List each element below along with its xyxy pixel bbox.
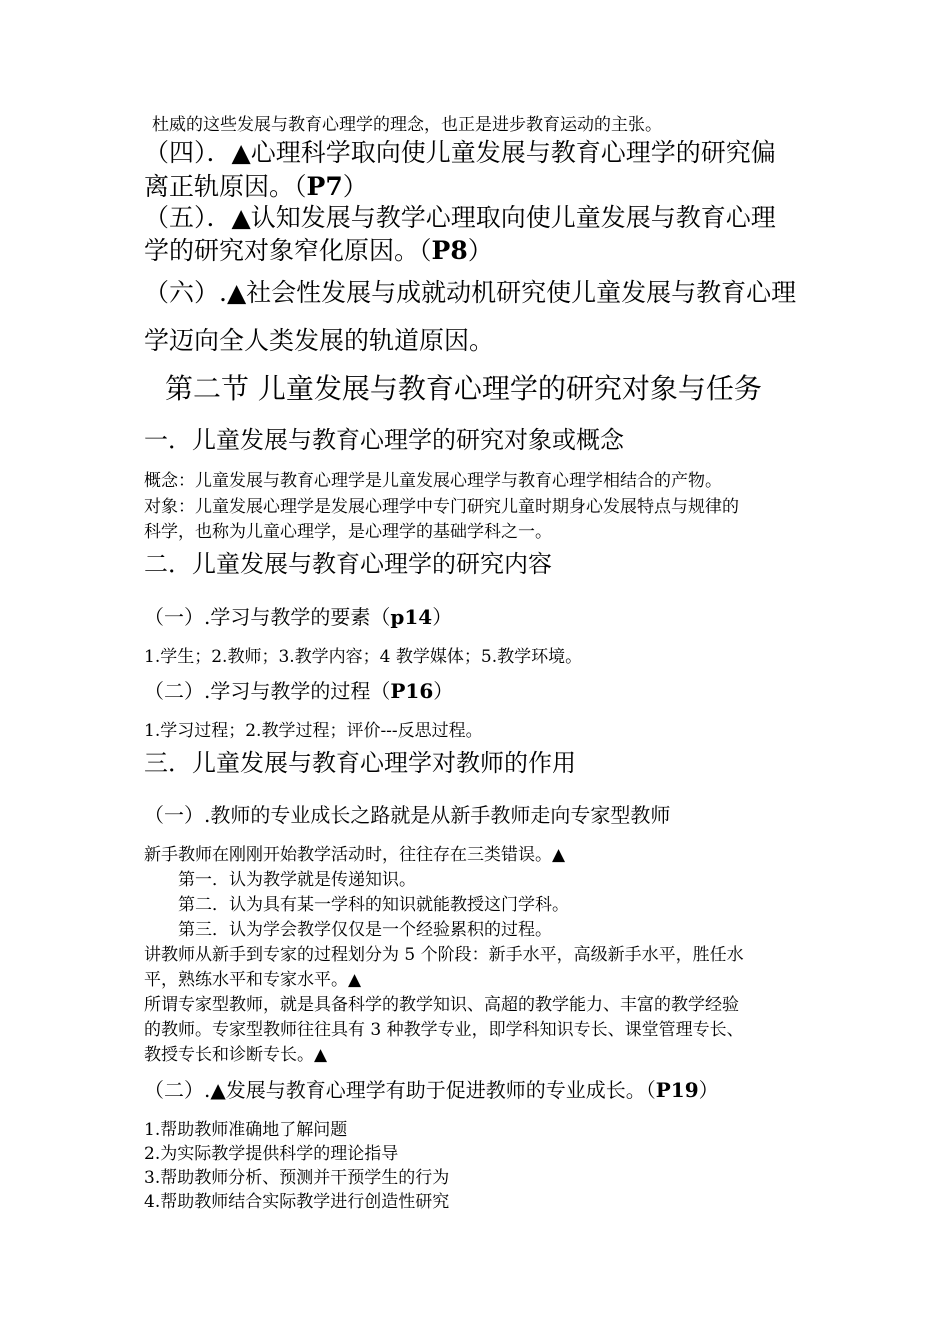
s3-sub2	[144, 1080, 719, 1100]
s2-sub1-page-ref: p14	[390, 605, 433, 629]
s3-item-4: 4.帮助教师结合实际教学进行创造性研究	[144, 1192, 450, 1212]
s3-item-2: 2.为实际教学提供科学的理论指导	[144, 1144, 399, 1164]
s1-heading: 一．儿童发展与教育心理学的研究对象或概念	[144, 426, 624, 454]
s2-sub2-items: 1.学习过程；2.教学过程；评价---反思过程。	[144, 721, 483, 741]
q4-line1: （四）．▲心理科学取向使儿童发展与教育心理学的研究偏	[144, 138, 776, 167]
s2-sub1	[144, 607, 452, 627]
q5-line2-text: 学的研究对象窄化原因。（	[144, 236, 432, 265]
q4-page-ref: P7	[306, 172, 343, 201]
q4-line2-end: ）	[342, 172, 368, 201]
s3-sub2-page-ref: P19	[655, 1078, 699, 1102]
s2-heading: 二．儿童发展与教育心理学的研究内容	[144, 550, 552, 578]
s3-heading: 三．儿童发展与教育心理学对教师的作用	[144, 749, 576, 777]
s3-error-1: 第一．认为教学就是传递知识。	[178, 870, 416, 890]
s2-sub1-text: （一）.学习与教学的要素（	[144, 605, 391, 629]
s3-item-3: 3.帮助教师分析、预测并干预学生的行为	[144, 1168, 450, 1188]
q6-line2: 学迈向全人类发展的轨道原因。	[144, 326, 495, 355]
s3-error-2: 第二．认为具有某一学科的知识就能教授这门学科。	[178, 895, 569, 915]
q5-page-ref: P8	[431, 236, 468, 265]
s2-sub2	[144, 681, 453, 701]
q5-line2-end: ）	[467, 236, 493, 265]
s3-stages-line1: 讲教师从新手到专家的过程划分为 5 个阶段：新手水平，高级新手水平，胜任水	[144, 945, 744, 965]
s1-object-line1: 对象：儿童发展心理学是发展心理学中专门研究儿童时期身心发展特点与规律的	[144, 497, 739, 517]
section-title: 第二节 儿童发展与教育心理学的研究对象与任务	[165, 372, 762, 405]
s3-sub2-end: ）	[698, 1078, 719, 1102]
s3-sub2-text: （二）.▲发展与教育心理学有助于促进教师的专业成长。（	[144, 1078, 656, 1102]
s2-sub2-text: （二）.学习与教学的过程（	[144, 679, 391, 703]
s2-sub2-end: ）	[433, 679, 454, 703]
q5-line1: （五）．▲认知发展与教学心理取向使儿童发展与教育心理	[144, 203, 776, 232]
s1-concept: 概念：儿童发展与教育心理学是儿童发展心理学与教育心理学相结合的产物。	[144, 471, 722, 491]
s3-novice: 新手教师在刚刚开始教学活动时，往往存在三类错误。▲	[144, 845, 566, 865]
intro-line: 杜威的这些发展与教育心理学的理念，也正是进步教育运动的主张。	[152, 115, 662, 135]
s3-stages-line2: 平，熟练水平和专家水平。▲	[144, 970, 362, 990]
s2-sub1-end: ）	[432, 605, 453, 629]
s2-sub1-items: 1.学生；2.教师；3.教学内容；4 教学媒体；5.教学环境。	[144, 647, 583, 667]
s3-item-1: 1.帮助教师准确地了解问题	[144, 1120, 348, 1140]
s3-sub1: （一）.教师的专业成长之路就是从新手教师走向专家型教师	[144, 803, 671, 827]
s3-expert-line2: 的教师。专家型教师往往具有 3 种教学专业，即学科知识专长、课堂管理专长、	[144, 1020, 744, 1040]
q4-line2-text: 离正轨原因。（	[144, 172, 307, 201]
q6-line1: （六）.▲社会性发展与成就动机研究使儿童发展与教育心理	[144, 278, 797, 307]
s3-error-3: 第三．认为学会教学仅仅是一个经验累积的过程。	[178, 920, 552, 940]
s3-expert-line3: 教授专长和诊断专长。▲	[144, 1045, 328, 1065]
s3-expert-line1: 所谓专家型教师，就是具备科学的教学知识、高超的教学能力、丰富的教学经验	[144, 995, 739, 1015]
s1-object-line2: 科学，也称为儿童心理学，是心理学的基础学科之一。	[144, 522, 552, 542]
s2-sub2-page-ref: P16	[390, 679, 434, 703]
q5-line2	[144, 238, 493, 263]
q4-line2	[144, 174, 368, 199]
